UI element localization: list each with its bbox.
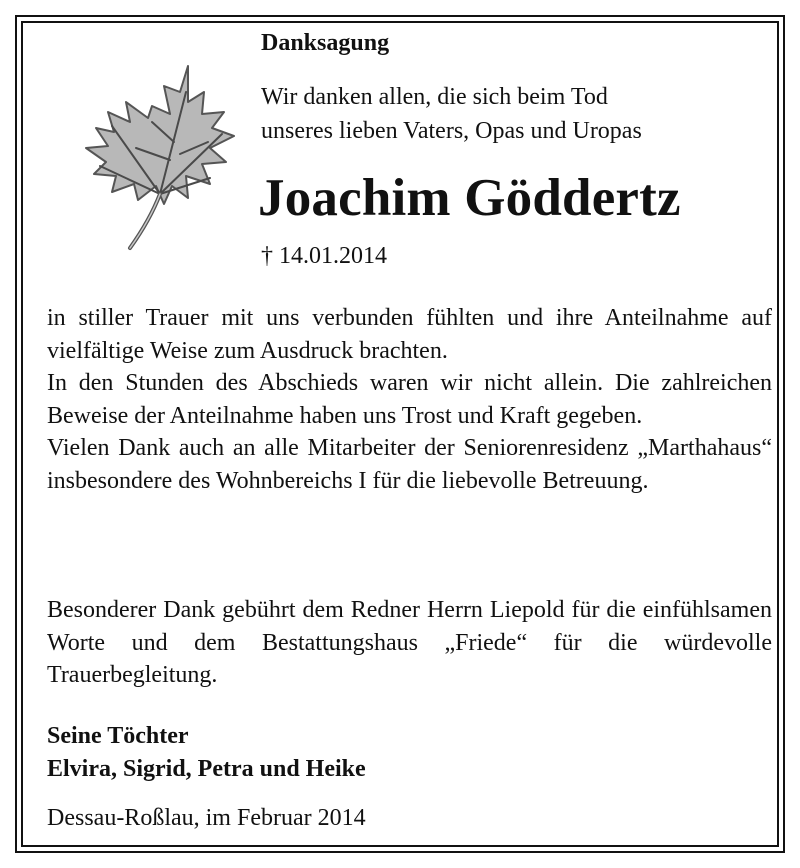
paragraph-thanks: Besonderer Dank gebührt dem Redner Herrn Liepold für die einfühlsamen Worte und dem Bestattungshaus „Friede“ für die würdevolle Trauerbegleitung. — [47, 597, 772, 688]
intro-text: Wir danken allen, die sich beim Tod unseres lieben Vaters, Opas und Uropas — [261, 84, 642, 144]
notice-heading: Danksagung — [261, 30, 390, 56]
maple-leaf-icon — [60, 62, 245, 252]
signature-line-1: Seine Töchter — [47, 723, 189, 749]
body-block-1 — [47, 302, 772, 497]
paragraph-staff: Vielen Dank auch an alle Mitarbeiter der Seniorenresidenz „Marthahaus“ insbesondere des Wohnbereichs I für die liebevolle Betreuung. — [47, 435, 772, 494]
paragraph-main: in stiller Trauer mit uns verbunden fühlten und ihre Anteilnahme auf vielfältige Weise zum Ausdruck brachten. — [47, 305, 772, 364]
paragraph-farewell: In den Stunden des Abschieds waren wir nicht allein. Die zahlreichen Beweise der Anteilnahme haben uns Trost und Kraft gegeben. — [47, 370, 772, 429]
signature-block — [47, 720, 366, 786]
death-date: † 14.01.2014 — [261, 243, 387, 269]
deceased-name: Joachim Göddertz — [258, 169, 681, 227]
place-date: Dessau-Roßlau, im Februar 2014 — [47, 805, 366, 831]
signature-line-2: Elvira, Sigrid, Petra und Heike — [47, 756, 366, 782]
body-block-2 — [47, 594, 772, 692]
